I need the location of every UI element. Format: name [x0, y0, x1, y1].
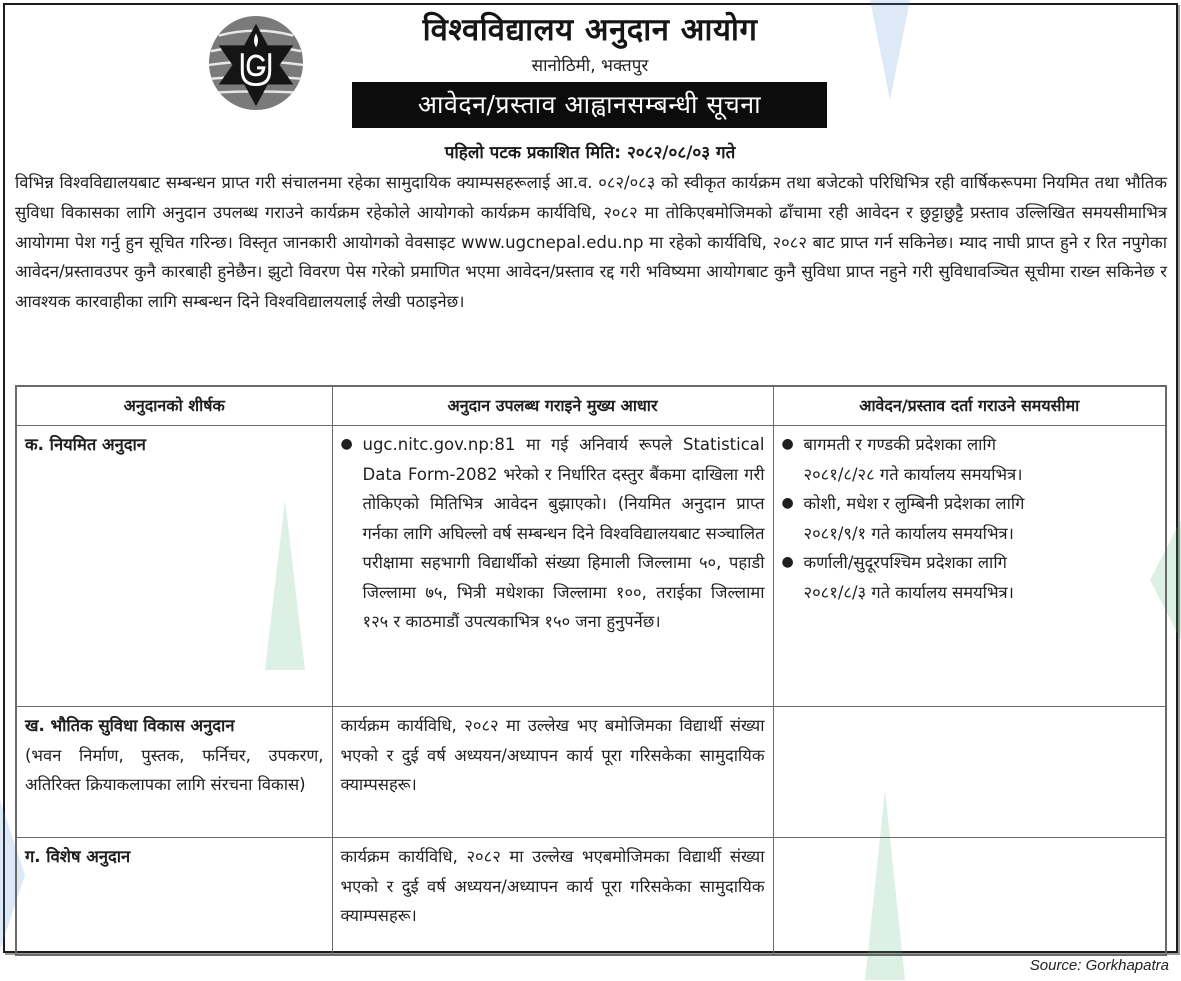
notice-banner: आवेदन/प्रस्ताव आह्वानसम्बन्धी सूचना	[352, 82, 827, 128]
deadline-item	[782, 430, 1158, 489]
table-header-row	[16, 386, 1166, 426]
bullet-icon: ●	[781, 554, 794, 570]
bullet-icon: ●	[781, 436, 794, 452]
table-row	[16, 707, 1166, 838]
grant-basis-cell	[332, 838, 773, 956]
source-credit: Source: Gorkhapatra	[1029, 957, 1169, 974]
grant-table	[15, 385, 1167, 956]
grant-title-note: (भवन निर्माण, पुस्तक, फर्निचर, उपकरण, अतिरिक्त क्रियाकलापका लागि संरचना विकास)	[25, 745, 324, 794]
grant-title-cell	[16, 426, 332, 707]
deadline-item	[782, 489, 1158, 548]
notice-body-paragraph: विभिन्न विश्वविद्यालयबाट सम्बन्धन प्राप्त गरी संचालनमा रहेका सामुदायिक क्याम्पसहरूलाई आ.व. ०८२/०८३ को स्वीकृत कार्यक्रम तथा बजेटको परिधिभित्र रही वार्षिकरूपमा नियमित तथा भौतिक सुविधा विकासका लागि अनुदान उपलब्ध गराउने कार्यक्रम रहेकोले आयोगको कार्यक्रम कार्यविधि, २०८२ मा तोकिएबमोजिमको ढाँचामा रही आवेदन र छुट्टाछुट्टै प्रस्ताव उल्लिखित समयसीमाभित्र आयोगमा पेश गर्नु हुन सूचित गरिन्छ। विस्तृत जानकारी आयोगको वेवसाइट www.ugcnepal.edu.np मा रहेको कार्यविधि, २०८२ बाट प्राप्त गर्न सकिनेछ। म्याद नाघी प्राप्त हुने र रित नपुगेका आवेदन/प्रस्तावउपर कुनै कारबाही हुनेछैन। झुटो विवरण पेस गरेको प्रमाणित भएमा आवेदन/प्रस्ताव रद्द गरी भविष्यमा आयोगबाट कुनै सुविधा प्राप्त नहुने गरी सुविधावञ्चित सूचीमा राख्न सकिनेछ र आवश्यक कारवाहीका लागि सम्बन्धन दिने विश्वविद्यालयलाई लेखी पठाइनेछ।	[15, 173, 1167, 312]
basis-bullet	[341, 430, 765, 637]
bullet-icon: ●	[781, 495, 794, 511]
grant-title-cell	[16, 838, 332, 956]
ugc-logo-icon	[207, 14, 305, 112]
grant-basis-cell	[332, 707, 773, 838]
org-title: विश्वविद्यालय अनुदान आयोग	[422, 12, 758, 48]
deadline-region: बागमती र गण्डकी प्रदेशका लागि	[803, 435, 996, 454]
published-date: पहिलो पटक प्रकाशित मिति: २०८२/०८/०३ गते	[444, 143, 736, 163]
grant-title: ख. भौतिक सुविधा विकास अनुदान	[25, 716, 235, 735]
grant-basis-cell	[332, 426, 773, 707]
table-row	[16, 838, 1166, 956]
bullet-icon: ●	[340, 436, 353, 452]
grant-title: क. नियमित अनुदान	[25, 435, 146, 454]
column-header-deadline: आवेदन/प्रस्ताव दर्ता गराउने समयसीमा	[773, 386, 1166, 426]
deadline-region: कर्णाली/सुदूरपश्चिम प्रदेशका लागि	[803, 553, 1007, 572]
grant-title-cell	[16, 707, 332, 838]
column-header-grant-title: अनुदानको शीर्षक	[16, 386, 332, 426]
column-header-basis: अनुदान उपलब्ध गराइने मुख्य आधार	[332, 386, 773, 426]
deadline-date: २०८१/८/२८ गते कार्यालय समयभित्र।	[803, 464, 1023, 484]
deadline-region: कोशी, मधेश र लुम्बिनी प्रदेशका लागि	[803, 494, 1025, 513]
deadline-item	[782, 548, 1158, 607]
grant-title: ग. विशेष अनुदान	[25, 847, 131, 866]
grant-deadline-cell	[773, 426, 1166, 707]
grant-deadline-cell	[773, 707, 1166, 838]
grant-basis: ugc.nitc.gov.np:81 मा गई अनिवार्य रूपले Statistical Data Form-2082 भरेको र निर्धारित दस्तुर बैंकमा दाखिला गरी तोकिएको मितिभित्र आवेदन बुझाएको। (नियमित अनुदान प्राप्त गर्नका लागि अघिल्लो वर्ष सम्बन्धन दिने विश्वविद्यालयबाट सञ्चालित परीक्षामा सहभागी विद्यार्थीको संख्या हिमाली जिल्लामा ५०, पहाडी जिल्लामा ७५, भित्री मधेशका जिल्लामा १००, तराईका जिल्लामा १२५ र काठमाडौं उपत्यकाभित्र १५० जना हुनुपर्नेछ।	[362, 435, 765, 631]
deadline-date: २०८१/८/३ गते कार्यालय समयभित्र।	[803, 582, 1014, 602]
deadline-date: २०८१/९/१ गते कार्यालय समयभित्र।	[803, 523, 1014, 543]
table-row	[16, 426, 1166, 707]
org-location: सानोठिमी, भक्तपुर	[531, 56, 649, 76]
grant-basis: कार्यक्रम कार्यविधि, २०८२ मा उल्लेख भए बमोजिमका विद्यार्थी संख्या भएको र दुई वर्ष अध्ययन/अध्यापन कार्य पूरा गरिसकेका सामुदायिक क्याम्पसहरू।	[340, 716, 765, 794]
grant-basis: कार्यक्रम कार्यविधि, २०८२ मा उल्लेख भएबमोजिमका विद्यार्थी संख्या भएको र दुई वर्ष अध्ययन/अध्यापन कार्य पूरा गरिसकेका सामुदायिक क्याम्पसहरू।	[340, 847, 765, 925]
grant-deadline-cell	[773, 838, 1166, 956]
